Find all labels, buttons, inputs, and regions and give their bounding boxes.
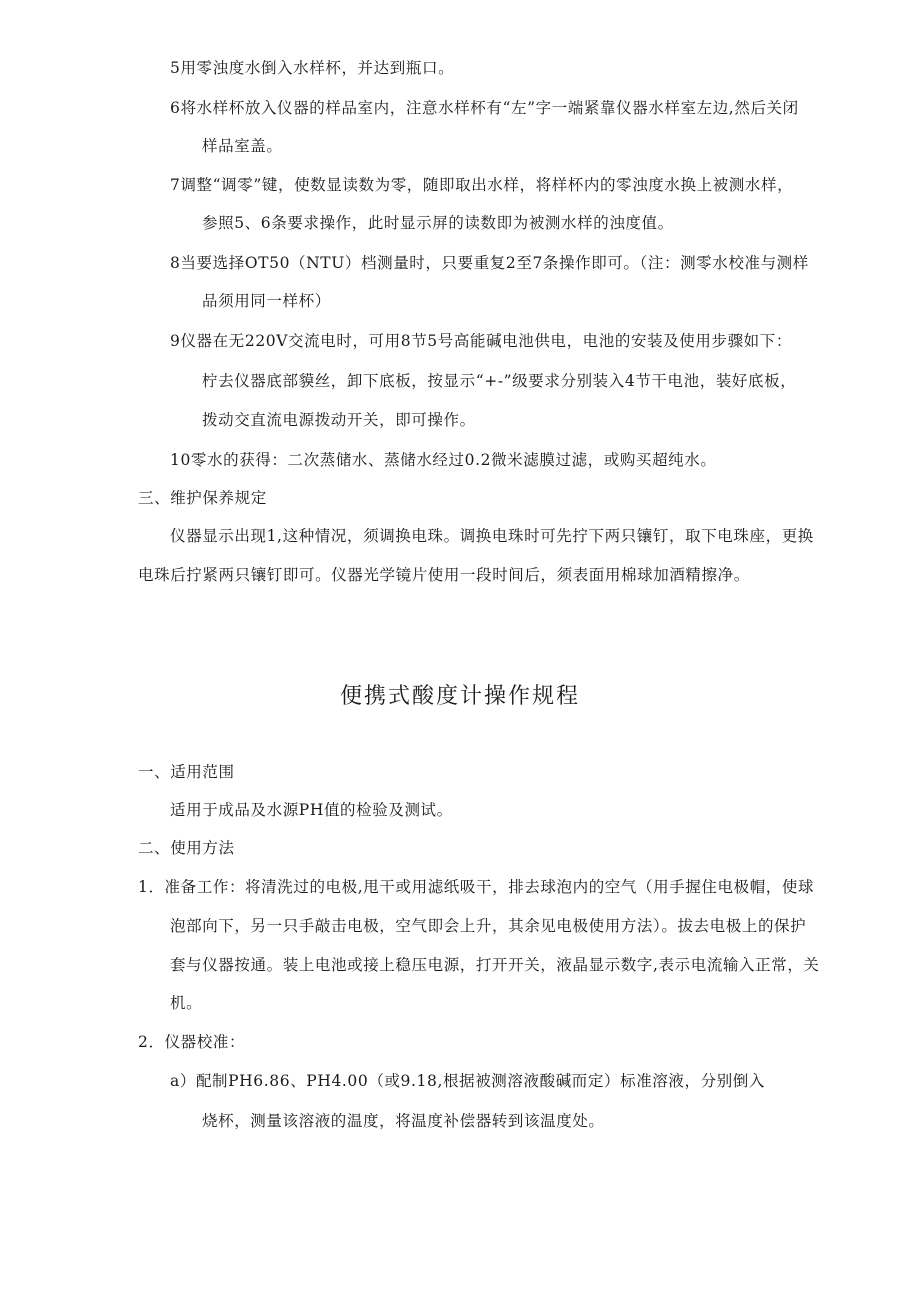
item-10: 10零水的获得：二次蒸储水、蒸储水经过0.2微米滤膜过滤，或购买超纯水。 [170,451,717,469]
item-7-line-2: 参照5、6条要求操作，此时显示屏的读数即为被测水样的浊度值。 [202,214,674,232]
step-1-line-2: 泡部向下，另一只手敲击电极，空气即会上升，其余见电极使用方法）。拔去电极上的保护 [170,917,807,935]
item-8-line-2: 品须用同一样杯） [202,292,331,310]
item-6-line-1: 6将水样杯放入仪器的样品室内，注意水样杯有“左”字一端紧靠仪器水样室左边,然后关闭 [170,99,799,117]
item-5: 5用零浊度水倒入水样杯，并达到瓶口。 [170,59,455,77]
item-6-line-2: 样品室盖。 [202,137,283,155]
section-2-heading: 二、使用方法 [138,839,235,857]
section-1-heading: 一、适用范围 [138,763,235,781]
step-1-line-4: 机。 [170,994,203,1012]
item-9-line-1: 9仪器在无220V交流电时，可用8节5号高能碱电池供电，电池的安装及使用步骤如下： [170,332,792,350]
item-9-line-2: 柠去仪器底部貘丝，卸下底板，按显示“+-”级要求分别装入4节干电池，装好底板， [202,372,797,390]
item-8-line-1: 8当要选择OT50（NTU）档测量时，只要重复2至7条操作即可。（注：测零水校准与测样 [170,254,809,272]
section-3-line-2: 电珠后拧紧两只镶钉即可。仪器光学镜片使用一段时间后，须表面用棉球加酒精擦净。 [138,566,750,584]
section-3-heading: 三、维护保养规定 [138,489,267,507]
item-7-line-1: 7调整“调零”键，使数显读数为零，随即取出水样，将样杯内的零浊度水换上被测水样， [170,176,794,194]
section-3-line-1: 仪器显示出现1,这种情况，须调换电珠。调换电珠时可先拧下两只镶钉，取下电珠座，更换 [170,527,814,545]
step-1-line-3: 套与仪器按通。装上电池或接上稳压电源，打开开关，液晶显示数字,表示电流输入正常，关 [170,956,820,974]
section-1-text: 适用于成品及水源PH值的检验及测试。 [170,801,453,819]
step-2a-line-1: a）配制PH6.86、PH4.00（或9.18,根据被测溶液酸碱而定）标准溶液，分别倒入 [170,1072,765,1090]
step-2a-line-2: 烧杯，测量该溶液的温度，将温度补偿器转到该温度处。 [202,1112,605,1130]
step-1-line-1: 1．准备工作：将清洗过的电极,甩干或用滤纸吸干，排去球泡内的空气（用手握住电极帽，使球 [138,878,815,896]
step-2-heading: 2．仪器校准： [138,1033,246,1051]
document-title: 便携式酸度计操作规程 [339,684,580,709]
item-9-line-3: 拨动交直流电源拨动开关，即可操作。 [202,411,476,429]
